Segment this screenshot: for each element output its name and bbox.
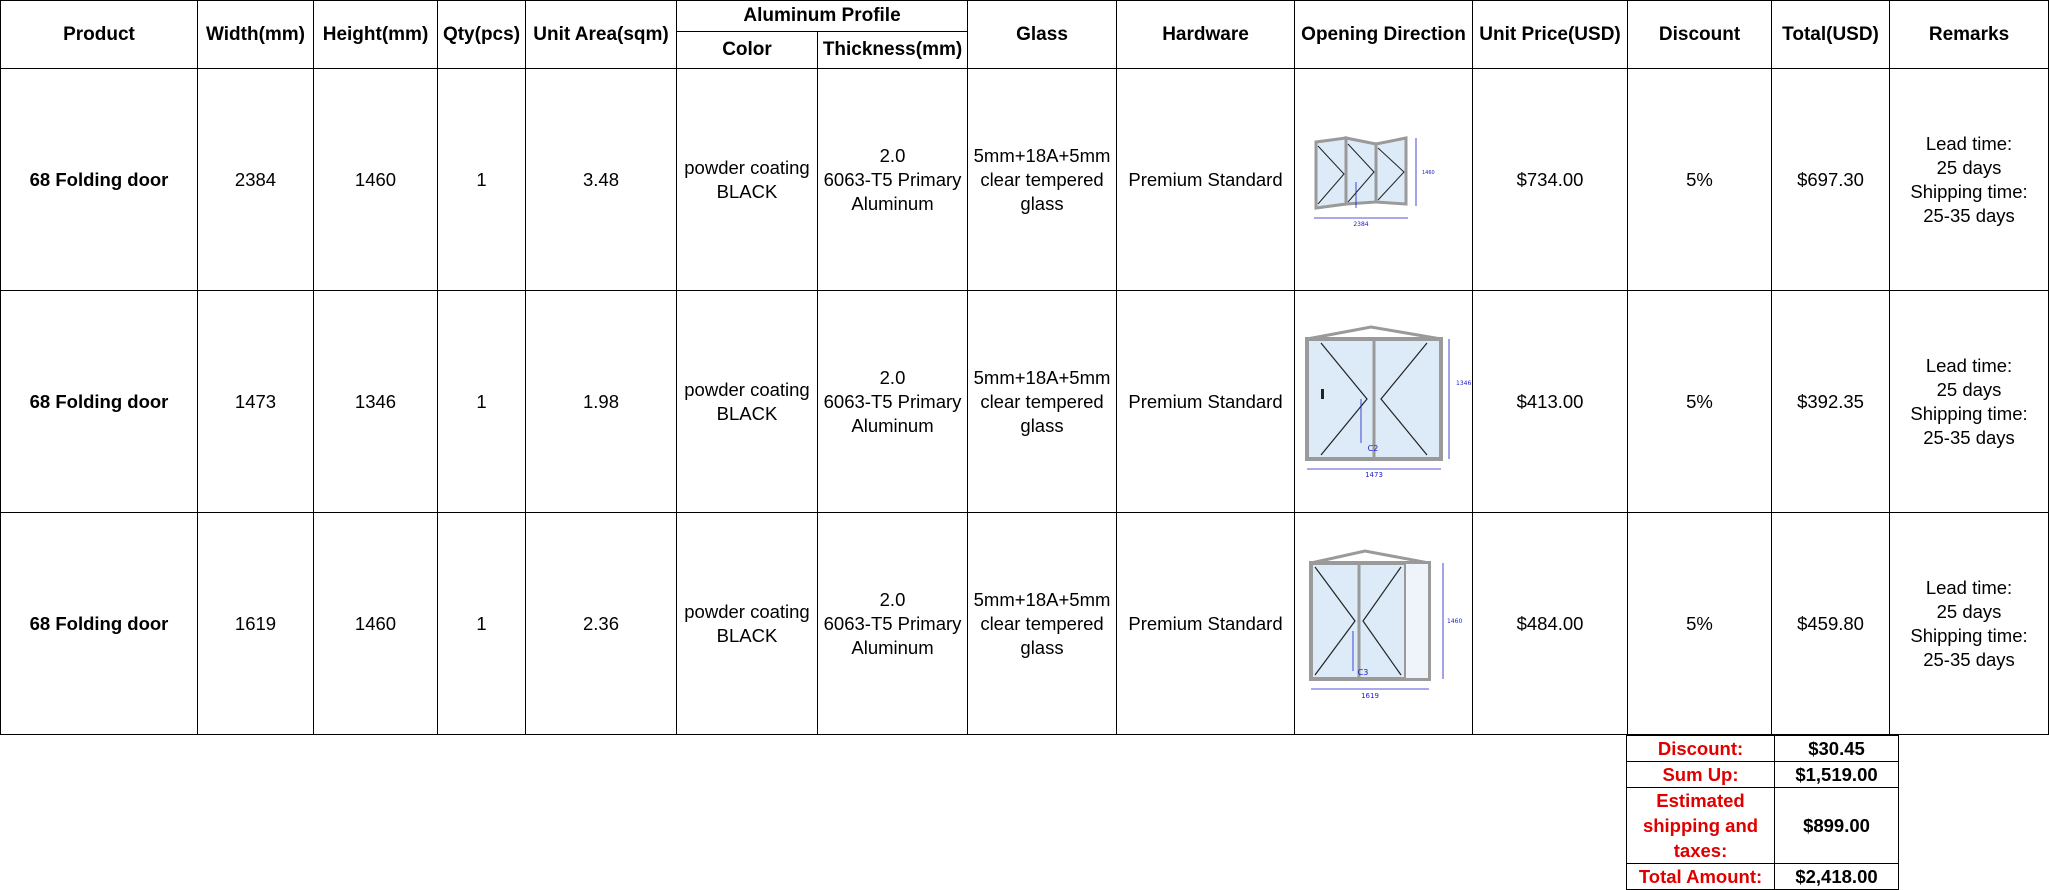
cell-glass: 5mm+18A+5mm clear tempered glass: [968, 291, 1117, 513]
summary-shipping-value: $899.00: [1775, 788, 1899, 864]
cell-unit-price: $484.00: [1473, 513, 1628, 735]
header-color: Color: [677, 32, 818, 69]
cell-product: 68 Folding door: [1, 291, 198, 513]
cell-qty: 1: [438, 69, 526, 291]
diagram-height-label: 1460: [1447, 617, 1463, 625]
header-row-top: [1, 1, 2049, 32]
cell-qty: 1: [438, 291, 526, 513]
cell-opening-direction: [1295, 513, 1473, 735]
folding-door-2-panel-diagram: [1301, 319, 1472, 479]
table-row: [1, 291, 2049, 513]
cell-thickness: 2.0 6063-T5 Primary Aluminum: [818, 291, 968, 513]
summary-sumup-value: $1,519.00: [1775, 762, 1899, 788]
cell-discount: 5%: [1628, 69, 1772, 291]
header-qty: Qty(pcs): [438, 1, 526, 69]
cell-total: $459.80: [1772, 513, 1890, 735]
cell-total: $697.30: [1772, 69, 1890, 291]
diagram-code-label: C3: [1357, 667, 1369, 677]
cell-opening-direction: [1295, 291, 1473, 513]
cell-discount: 5%: [1628, 291, 1772, 513]
folding-door-2-panel-diagram: [1301, 541, 1466, 701]
cell-unit-price: $413.00: [1473, 291, 1628, 513]
cell-hardware: Premium Standard: [1117, 513, 1295, 735]
summary-row-total: [1627, 864, 1899, 890]
cell-width: 1619: [198, 513, 314, 735]
header-glass: Glass: [968, 1, 1117, 69]
cell-width: 2384: [198, 69, 314, 291]
cell-color: powder coating BLACK: [677, 69, 818, 291]
table-row: [1, 513, 2049, 735]
header-remarks: Remarks: [1890, 1, 2049, 69]
summary-row-sumup: [1627, 762, 1899, 788]
cell-glass: 5mm+18A+5mm clear tempered glass: [968, 513, 1117, 735]
cell-unit-area: 1.98: [526, 291, 677, 513]
cell-color: powder coating BLACK: [677, 291, 818, 513]
cell-unit-area: 3.48: [526, 69, 677, 291]
summary-total-value: $2,418.00: [1775, 864, 1899, 890]
cell-height: 1346: [314, 291, 438, 513]
cell-qty: 1: [438, 513, 526, 735]
header-width: Width(mm): [198, 1, 314, 69]
cell-product: 68 Folding door: [1, 513, 198, 735]
summary-row-discount: [1627, 736, 1899, 762]
diagram-code-label: C2: [1367, 443, 1379, 453]
header-aluminum-profile: Aluminum Profile: [677, 1, 968, 32]
cell-height: 1460: [314, 69, 438, 291]
header-height: Height(mm): [314, 1, 438, 69]
summary-shipping-label: Estimated shipping and taxes:: [1627, 788, 1775, 864]
cell-hardware: Premium Standard: [1117, 69, 1295, 291]
summary-total-label: Total Amount:: [1627, 864, 1775, 890]
cell-thickness: 2.0 6063-T5 Primary Aluminum: [818, 69, 968, 291]
cell-hardware: Premium Standard: [1117, 291, 1295, 513]
header-thickness: Thickness(mm): [818, 32, 968, 69]
cell-color: powder coating BLACK: [677, 513, 818, 735]
summary-discount-value: $30.45: [1775, 736, 1899, 762]
header-unit-price: Unit Price(USD): [1473, 1, 1628, 69]
table-row: [1, 69, 2049, 291]
cell-unit-price: $734.00: [1473, 69, 1628, 291]
header-product: Product: [1, 1, 198, 69]
header-opening-direction: Opening Direction: [1295, 1, 1473, 69]
diagram-width-label: 2384: [1352, 220, 1369, 228]
cell-thickness: 2.0 6063-T5 Primary Aluminum: [818, 513, 968, 735]
folding-door-3-panel-diagram: [1304, 122, 1464, 232]
diagram-height-label: 1346: [1456, 379, 1472, 387]
cell-width: 1473: [198, 291, 314, 513]
cell-product: 68 Folding door: [1, 69, 198, 291]
cell-glass: 5mm+18A+5mm clear tempered glass: [968, 69, 1117, 291]
cell-opening-direction: [1295, 69, 1473, 291]
diagram-height-label: 1460: [1421, 169, 1435, 176]
header-total: Total(USD): [1772, 1, 1890, 69]
summary-sumup-label: Sum Up:: [1627, 762, 1775, 788]
summary-row-shipping: [1627, 788, 1899, 864]
cell-unit-area: 2.36: [526, 513, 677, 735]
cell-remarks: Lead time: 25 days Shipping time: 25-35 days: [1890, 513, 2049, 735]
header-hardware: Hardware: [1117, 1, 1295, 69]
cell-total: $392.35: [1772, 291, 1890, 513]
cell-remarks: Lead time: 25 days Shipping time: 25-35 days: [1890, 69, 2049, 291]
summary-discount-label: Discount:: [1627, 736, 1775, 762]
cell-remarks: Lead time: 25 days Shipping time: 25-35 days: [1890, 291, 2049, 513]
diagram-width-label: 1619: [1361, 691, 1379, 700]
summary-table: [1626, 735, 1899, 890]
cell-discount: 5%: [1628, 513, 1772, 735]
diagram-width-label: 1473: [1365, 470, 1383, 479]
header-unit-area: Unit Area(sqm): [526, 1, 677, 69]
header-discount: Discount: [1628, 1, 1772, 69]
cell-height: 1460: [314, 513, 438, 735]
